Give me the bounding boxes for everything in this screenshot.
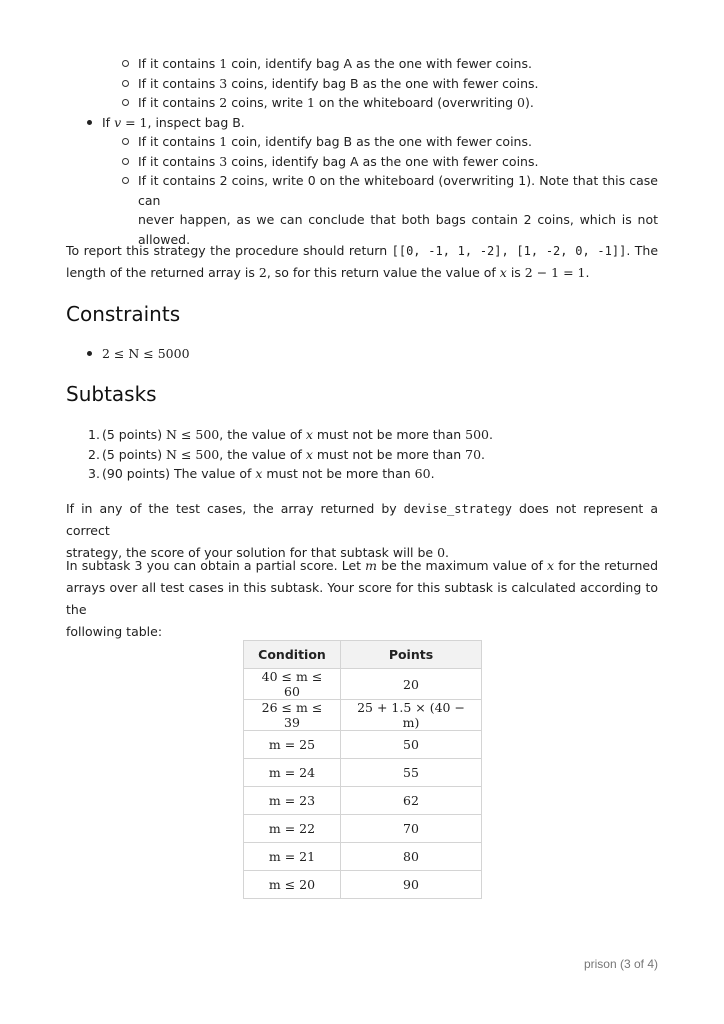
table-cell-points: 55 xyxy=(341,759,482,787)
subtask-list xyxy=(66,425,658,484)
subtask-item xyxy=(66,425,658,445)
math-number: 500 xyxy=(465,427,489,442)
math-number: 1 xyxy=(219,56,228,71)
list-item-text: If xyxy=(102,114,115,130)
list-item xyxy=(66,93,658,113)
subtask-text: . xyxy=(489,427,493,442)
math-number: 0 xyxy=(517,95,525,110)
circle-bullet-icon xyxy=(122,60,129,67)
table-cell-points: 70 xyxy=(341,815,482,843)
table-cell-condition: 26 ≤ m ≤ 39 xyxy=(244,700,341,731)
table-row xyxy=(244,843,482,871)
circle-bullet-icon xyxy=(122,158,129,165)
code-snippet: [[0, -1, 1, -2], [1, -2, 0, -1]] xyxy=(391,244,627,258)
math-variable: x xyxy=(305,446,313,462)
list-item-text: coin, identify bag B as the one with fewer coins. xyxy=(227,134,532,149)
paragraph-text: To report this strategy the procedure should return xyxy=(66,243,392,258)
paragraph-text: If in any of the test cases, the array returned by xyxy=(66,501,404,516)
disc-bullet-icon xyxy=(87,351,92,356)
report-line-1 xyxy=(66,240,658,262)
subtask-item xyxy=(66,464,658,484)
math-expression: 2 − 1 = 1 xyxy=(524,265,586,280)
table-cell-points: 80 xyxy=(341,843,482,871)
list-item-text: on the whiteboard (overwriting xyxy=(314,95,518,110)
disc-bullet-icon xyxy=(87,120,92,125)
table-cell-condition: m = 22 xyxy=(244,815,341,843)
paragraph-text: for the returned xyxy=(554,558,659,573)
table-row xyxy=(244,700,482,731)
paragraph-text: In subtask 3 you can obtain a partial score. Let xyxy=(66,558,366,573)
math-variable: x xyxy=(499,265,507,280)
math-number: 3 xyxy=(219,153,228,169)
code-snippet: devise_strategy xyxy=(403,502,513,516)
partial-line-2: arrays over all test cases in this subtask. Your score for this subtask is calculated according to the xyxy=(66,580,658,617)
subtask-item xyxy=(66,445,658,465)
incorrect-line-1 xyxy=(66,498,658,542)
table-cell-points: 62 xyxy=(341,787,482,815)
report-line-2 xyxy=(66,262,658,284)
math-variable: x xyxy=(547,558,555,573)
math-number: 70 xyxy=(465,446,482,462)
table-row xyxy=(244,815,482,843)
circle-bullet-icon xyxy=(122,177,129,184)
subtask-text: (90 points) The value of xyxy=(102,466,256,481)
list-item-text: coins, identify bag B as the one with fewer coins. xyxy=(227,75,539,91)
circle-bullet-icon xyxy=(122,99,129,106)
subtask-text: (5 points) xyxy=(102,446,167,462)
list-item-text: If it contains xyxy=(138,75,220,91)
math-expression: = 1 xyxy=(121,114,148,130)
list-item-text: , inspect bag B. xyxy=(147,114,245,130)
subtask-text: , the value of xyxy=(219,446,306,462)
table-cell-points: 25 + 1.5 × (40 − m) xyxy=(341,700,482,731)
list-item xyxy=(66,152,658,172)
list-item xyxy=(66,171,658,249)
table-cell-condition: m = 23 xyxy=(244,787,341,815)
list-item-text: coins, write xyxy=(227,95,307,110)
table-cell-points: 90 xyxy=(341,871,482,899)
list-item-text: If it contains xyxy=(138,134,220,149)
table-row xyxy=(244,669,482,700)
list-item-text: If it contains 2 coins, write 0 on the whiteboard (overwriting 1). Note that this case can xyxy=(138,173,658,208)
table-header-row xyxy=(244,641,482,669)
table-cell-points: 20 xyxy=(341,669,482,700)
subtask-text: . xyxy=(481,446,486,462)
subtask-text: must not be more than xyxy=(312,446,466,462)
subtask-text: (5 points) xyxy=(102,427,167,442)
paragraph-text: is xyxy=(506,265,525,280)
table-row xyxy=(244,787,482,815)
table-header-points: Points xyxy=(341,641,482,669)
constraint-item xyxy=(66,344,694,364)
circle-bullet-icon xyxy=(122,138,129,145)
paragraph-text: . The xyxy=(626,243,659,258)
score-table xyxy=(243,640,482,899)
list-item-text: If it contains xyxy=(138,153,220,169)
math-variable: m xyxy=(365,558,378,573)
table-row xyxy=(244,871,482,899)
page-footer: prison (3 of 4) xyxy=(583,957,658,971)
math-expression: N ≤ 500 xyxy=(166,427,220,442)
table-header-condition: Condition xyxy=(244,641,341,669)
math-number: 60 xyxy=(414,466,431,481)
list-item xyxy=(66,54,658,74)
paragraph-text: . xyxy=(585,265,590,280)
list-item-text: If it contains xyxy=(138,95,220,110)
constraint-expression: 2 ≤ N ≤ 5000 xyxy=(102,346,190,361)
subtask-text: , the value of xyxy=(219,427,306,442)
subtask-number: 2. xyxy=(88,446,100,462)
list-item-text: never happen, as we can conclude that both bags contain 2 coins, which is not xyxy=(138,212,658,227)
list-item-text: coins, identify bag A as the one with fewer coins. xyxy=(227,153,539,169)
subtask-text: must not be more than xyxy=(312,427,466,442)
table-row xyxy=(244,731,482,759)
math-number: 3 xyxy=(219,75,228,91)
strategy-list xyxy=(66,54,658,249)
list-item xyxy=(66,74,658,94)
math-number: 2 xyxy=(219,95,228,110)
table-cell-condition: m = 24 xyxy=(244,759,341,787)
list-item-text: allowed. xyxy=(138,231,191,247)
paragraph-text: length of the returned array is xyxy=(66,265,259,280)
constraints-heading: Constraints xyxy=(66,302,181,326)
report-paragraph xyxy=(66,240,658,284)
list-item-text: coin, identify bag A as the one with fewer coins. xyxy=(227,56,532,71)
partial-line-1 xyxy=(66,555,658,577)
paragraph-text: . xyxy=(445,545,450,560)
math-variable: x xyxy=(255,466,263,481)
math-number: 1 xyxy=(219,134,228,149)
subtasks-heading: Subtasks xyxy=(66,382,157,406)
table-cell-condition: m = 25 xyxy=(244,731,341,759)
list-item-text: If it contains xyxy=(138,56,220,71)
paragraph-text: strategy, the score of your solution for that subtask will be xyxy=(66,545,438,560)
list-item-text: ). xyxy=(524,95,534,110)
math-number: 2 xyxy=(258,265,267,280)
table-cell-condition: m ≤ 20 xyxy=(244,871,341,899)
math-variable: x xyxy=(305,427,313,442)
paragraph-text: be the maximum value of xyxy=(377,558,548,573)
math-number: 0 xyxy=(437,545,446,560)
table-cell-condition: 40 ≤ m ≤ 60 xyxy=(244,669,341,700)
subtask-number: 1. xyxy=(88,427,100,442)
table-cell-points: 50 xyxy=(341,731,482,759)
math-variable: v xyxy=(114,114,122,130)
partial-score-paragraph xyxy=(66,555,658,643)
table-row xyxy=(244,759,482,787)
math-expression: N ≤ 500 xyxy=(166,446,220,462)
table-cell-condition: m = 21 xyxy=(244,843,341,871)
paragraph-text: , so for this return value the value of xyxy=(266,265,500,280)
partial-line-3: following table: xyxy=(66,624,163,639)
paragraph-text: does not represent a correct xyxy=(66,501,658,538)
subtask-text: must not be more than xyxy=(262,466,415,481)
subtask-text: . xyxy=(430,466,435,481)
circle-bullet-icon xyxy=(122,80,129,87)
math-number: 1 xyxy=(307,95,315,110)
bag-a-sub-list xyxy=(66,54,658,113)
list-item-v-equals-1 xyxy=(66,113,658,133)
subtask-number: 3. xyxy=(88,466,100,481)
list-item xyxy=(66,132,658,152)
bag-b-sub-list xyxy=(66,132,658,249)
